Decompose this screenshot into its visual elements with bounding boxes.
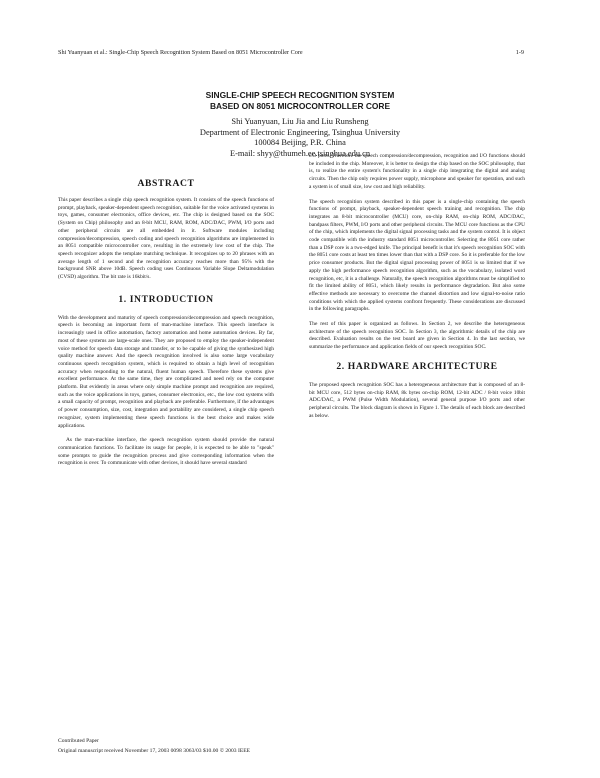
hardware-architecture-heading: 2. HARDWARE ARCHITECTURE <box>336 360 498 372</box>
paper-title <box>150 90 450 112</box>
footer <box>58 736 358 756</box>
intro-paragraph-5: The rest of this paper is organized as follows. In Section 2, we describe the heterogeneous architecture of the speech recognition SOC. In Section 3, the algorithmic details of the chip are described. Evaluation results on the test board are given in Section 4. In the last section, we summarize the performance and application fields of our speech recognition SOC. <box>309 321 525 351</box>
intro-paragraph-3: I/O ports. Therefore the speech compression/decompression, recognition and I/O functions should be included in the chip. Moreover, it is better to design the chip based on the SOC philosophy, that is, to realize the entire system's functionality in a single chip integrating the digital and analog circuits. Then the chip only requires power supply, microphone and speaker for operation, and such a system is of small size, low cost and high reliability. <box>309 153 525 190</box>
introduction-heading: 1. INTRODUCTION <box>118 293 214 305</box>
abstract-heading: ABSTRACT <box>137 178 195 189</box>
paper-title-line-1: SINGLE-CHIP SPEECH RECOGNITION SYSTEM <box>205 90 395 100</box>
authors: Shi Yuanyuan, Liu Jia and Liu Runsheng <box>231 117 369 126</box>
author-email: E-mail: shyy@thumeh.ee.tsinghua.edu.cn <box>229 148 371 158</box>
footer-manuscript-info: Original manuscript received November 17, 2003 0098 3063/03 $10.00 © 2003 IEEE <box>58 748 251 754</box>
abstract-text: This paper describes a single chip speech recognition system. It consists of the speech functions of prompt, playback, speaker-dependent speech recognition, suitable for the voice activated systems in toys, games, consumer electronics, office devices, etc. The chip is designed based on the SOC (System on Chip) philosophy and an 8-bit MCU, RAM, ROM, ADC/DAC, PWM, I/O ports and other peripheral circuits are all embedded in it. Software modules including compression/decompression, speech coding and speech recognition algorithms are implemented in an 8051 compatible microcontroller core, resulting in the extremely low cost of the chip. The speech recognizer adopts the template matching technique. It recognizes up to 20 phrases with an average length of 1 second and the recognition accuracy reaches more than 95% with the background SNR above 10dB. Speech coding uses Continuous Variable Slope Deltamodulation (CVSD) algorithm. The bit rate is 16kbit/s. <box>58 197 274 281</box>
title-block <box>150 90 450 159</box>
intro-paragraph-4: The speech recognition system described in this paper is a single-chip containing the speech functions of prompt, playback, speaker-dependent speech training and recognition. The chip integrates an 8-bit microcontroller (MCU) core, on-chip RAM, on-chip ROM, ADC/DAC, bandpass filters, PWM, I/O ports and other peripheral circuits. The MCU core functions as the CPU of the chip, which implements the digital signal processing tasks and the system control. It is object code compatible with the industry standard 8051 microcontroller. Selecting the 8051 core rather than a DSP core is a two-edged knife. The principal benefit is that it's speech recognition SOC with the 8051 core costs at least ten times lower than that with a DSP core. So it is preferable for the low price consumer products. But the digital signal processing power of 8051 is so limited that if we apply the high performance speech recognition algorithm, such as the vocabulary, isolated word recognition, etc, it is a challenge. Naturally, the speech recognition algorithms must be simplified to fit the limited ability of 8051, which likely results in performance degradation. But also some effective methods are necessary to overcome the channel distortion and low signal-to-noise ratio conditions with which the applied systems confront frequently. These considerations are discussed in the following paragraphs. <box>309 198 525 313</box>
right-column <box>309 153 525 427</box>
left-column <box>58 178 274 475</box>
footer-contributed-paper: Contributed Paper <box>58 738 99 744</box>
running-header-title: Shi Yuanyuan et al.: Single-Chip Speech Recognition System Based on 8051 Microcontroller Core <box>58 49 303 56</box>
intro-paragraph-1: With the development and maturity of speech compression/decompression and speech recognition, speech is becoming an important form of man-machine interface. This speech interface is increasingly used in office automation, factory automation and home automation devices. By far, most of these systems are large-scale ones. They are proposed to employ the speaker-independent voice method for speech data storage and transfer, or to be capable of giving the synthesized high quality machine answer. And the speech recognition involved is also some large vocabulary continuous speech recognition system, which is required to obtain a high level of recognition accuracy when responding to the natural, fluent human speech. Therefore these systems give excellent performance. At the same time, they are complicated and need rely on the computer platform. But evidently in areas where only simple machine prompt and recognition are required, such as the voice applications in toys, games, consumer electronics, etc., the low cost systems with a small capacity of prompt, recognition and playback are preferable. Furthermore, if the advantages of power consumption, size, cost, integration and portability are considered, a single chip speech recognizer, system implementing these speech functions is the best choice and makes wide applications. <box>58 314 274 429</box>
paper-title-line-2: BASED ON 8051 MICROCONTROLLER CORE <box>209 101 391 111</box>
intro-paragraph-2: As the man-machine interface, the speech recognition system should provide the natural communication functions. To facilitate its usage for people, it is expected to be able to "speak" some prompts to guide the recognition process and give corresponding information when the recognition is over. To communicate with other devices, it should have several standard <box>58 437 274 467</box>
hardware-paragraph: The proposed speech recognition SOC has a heterogeneous architecture that is composed of an 8-bit MCU core, 512 bytes on-chip RAM, 8k bytes on-chip ROM, 12-bit ADC / 8-bit voice 10bit ADC/DAC, a PWM (Pulse Width Modulation), several general purpose I/O ports and other peripheral circuits. The block diagram is shown in Figure 1. The details of each block are described as below. <box>309 381 525 419</box>
running-header <box>58 48 524 58</box>
affiliation-postal: 100084 Beijing, P.R. China <box>254 138 346 147</box>
affiliation-department: Department of Electronic Engineering, Tsinghua University <box>199 127 401 137</box>
page-number: 1-9 <box>515 49 524 56</box>
